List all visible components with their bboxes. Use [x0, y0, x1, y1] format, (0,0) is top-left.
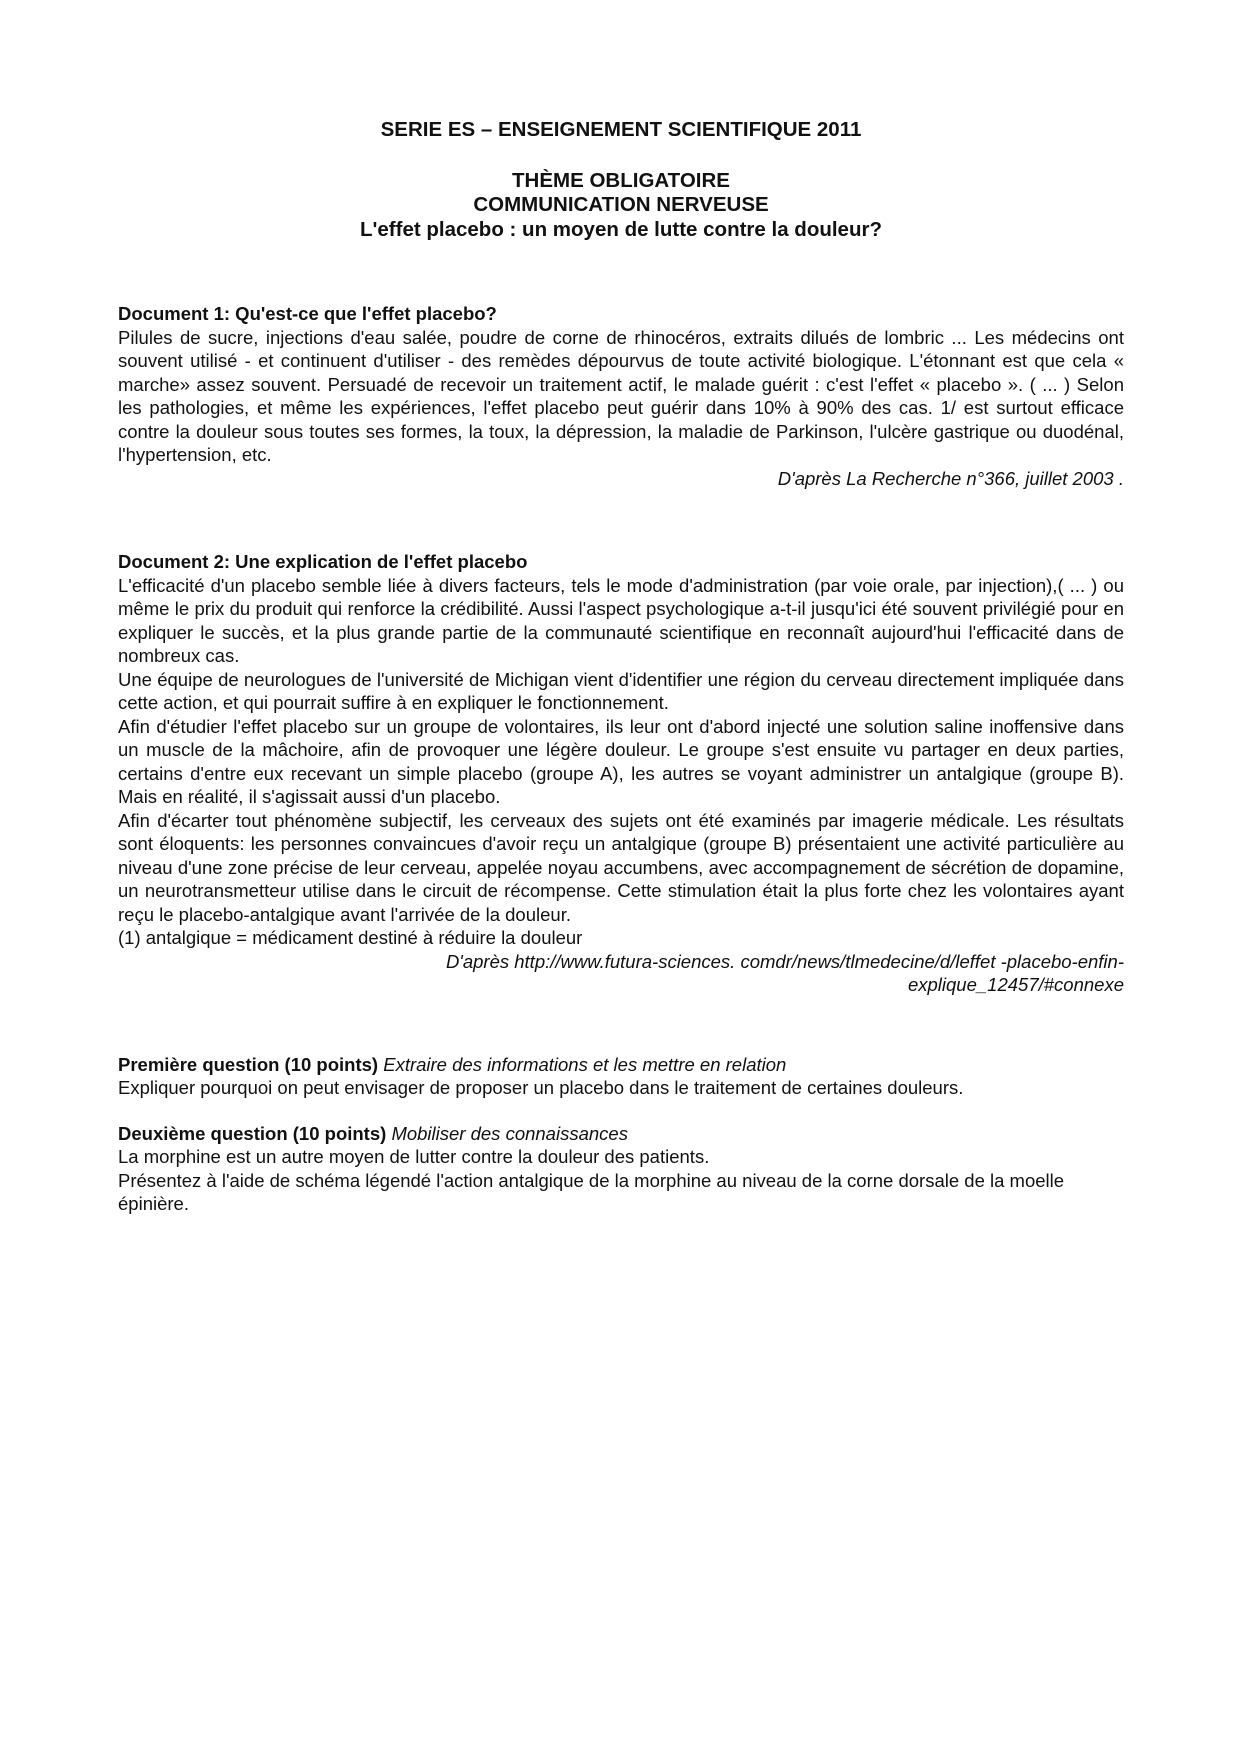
- question-1: [118, 1053, 1124, 1100]
- question-1-heading: [118, 1053, 1124, 1077]
- theme-title: THÈME OBLIGATOIRE: [512, 168, 730, 192]
- document-2-paragraph: Afin d'étudier l'effet placebo sur un groupe de volontaires, ils leur ont d'abord injecté une solution saline inoffensive dans un muscle de la mâchoire, afin de provoquer une légère douleur. Le groupe s'est ensuite vu partager en deux parties, certains d'entre eux recevant un simple placebo (groupe A), les autres se voyant administrer un antalgique (groupe B). Mais en réalité, il s'agissait aussi d'un placebo.: [118, 715, 1124, 807]
- question-1-text: Expliquer pourquoi on peut envisager de proposer un placebo dans le traitement de certaines douleurs.: [118, 1077, 964, 1098]
- document-2-paragraph: Afin d'écarter tout phénomène subjectif, les cerveaux des sujets ont été examinés par imagerie médicale. Les résultats sont éloquents: les personnes convaincues d'avoir reçu un antalgique (groupe B) présentaient une activité particulière au niveau d'une zone précise de leur cerveau, appelée noyau accumbens, avec accompagnement de sécrétion de dopamine, un neurotransmetteur utilise dans le circuit de récompense. Cette stimulation était la plus forte chez les volontaires ayant reçu le placebo-antalgique avant l'arrivée de la douleur.: [118, 809, 1124, 925]
- question-1-skill: Extraire des informations et les mettre en relation: [383, 1053, 787, 1075]
- question-2-line-1: La morphine est un autre moyen de lutter contre la douleur des patients.: [118, 1146, 710, 1167]
- question-2-title: Deuxième question (10 points): [118, 1122, 387, 1144]
- document-1: [118, 302, 1124, 490]
- document-1-body: Pilules de sucre, injections d'eau salée, poudre de corne de rhinocéros, extraits dilués de lombric ... Les médecins ont souvent utilisé - et continuent d'utiliser - des remèdes dépourvus de toute activité biologique. L'étonnant est que cela « marche» assez souvent. Persuadé de recevoir un traitement actif, le malade guérit : c'est l'effet « placebo ». ( ... ) Selon les pathologies, et même les expériences, l'effet placebo peut guérir dans 10% à 90% des cas. 1/ est surtout efficace contre la douleur sous toutes ses formes, la toux, la dépression, la maladie de Parkinson, l'ulcère gastrique ou duodénal, l'hypertension, etc.: [118, 326, 1124, 465]
- document-2-title: Document 2: Une explication de l'effet placebo: [118, 551, 528, 572]
- document-2: [118, 550, 1124, 997]
- exam-header: [118, 118, 1124, 242]
- document-2-source-line-2: explique_12457/#connexe: [907, 974, 1124, 995]
- question-2-line-2: Présentez à l'aide de schéma légendé l'action antalgique de la morphine au niveau de la corne dorsale de la moelle épinière.: [118, 1169, 1065, 1214]
- page-content: [118, 118, 1124, 1216]
- question-2: [118, 1122, 1124, 1216]
- document-1-title: Document 1: Qu'est-ce que l'effet placebo?: [118, 303, 497, 324]
- series-title: SERIE ES – ENSEIGNEMENT SCIENTIFIQUE 2011: [380, 118, 862, 141]
- document-2-paragraph: Une équipe de neurologues de l'université de Michigan vient d'identifier une région du cerveau directement impliquée dans cette action, et qui pourrait suffire à en expliquer le fonctionnement.: [118, 668, 1124, 713]
- subject-title: L'effet placebo : un moyen de lutte contre la douleur?: [360, 217, 882, 241]
- document-2-paragraph: L'efficacité d'un placebo semble liée à divers facteurs, tels le mode d'administration (par voie orale, par injection),( ... ) ou même le prix du produit qui renforce la crédibilité. Aussi l'aspect psychologique a-t-il jusqu'ici été souvent privilégié pour en expliquer le succès, et la plus grande partie de la communauté scientifique en reconnaît aujourd'hui l'efficacité dans de nombreux cas.: [118, 574, 1124, 666]
- document-2-footnote: (1) antalgique = médicament destiné à réduire la douleur: [118, 927, 583, 948]
- question-2-heading: [118, 1122, 1124, 1146]
- question-1-title: Première question (10 points): [118, 1053, 379, 1075]
- document-1-source: D'après La Recherche n°366, juillet 2003 .: [777, 467, 1124, 489]
- question-2-skill: Mobiliser des connaissances: [391, 1122, 628, 1144]
- subtheme-title: COMMUNICATION NERVEUSE: [473, 193, 769, 216]
- document-2-source-line-1: D'après http://www.futura-sciences. comdr/news/tlmedecine/d/leffet -placebo-enfin-: [445, 950, 1124, 972]
